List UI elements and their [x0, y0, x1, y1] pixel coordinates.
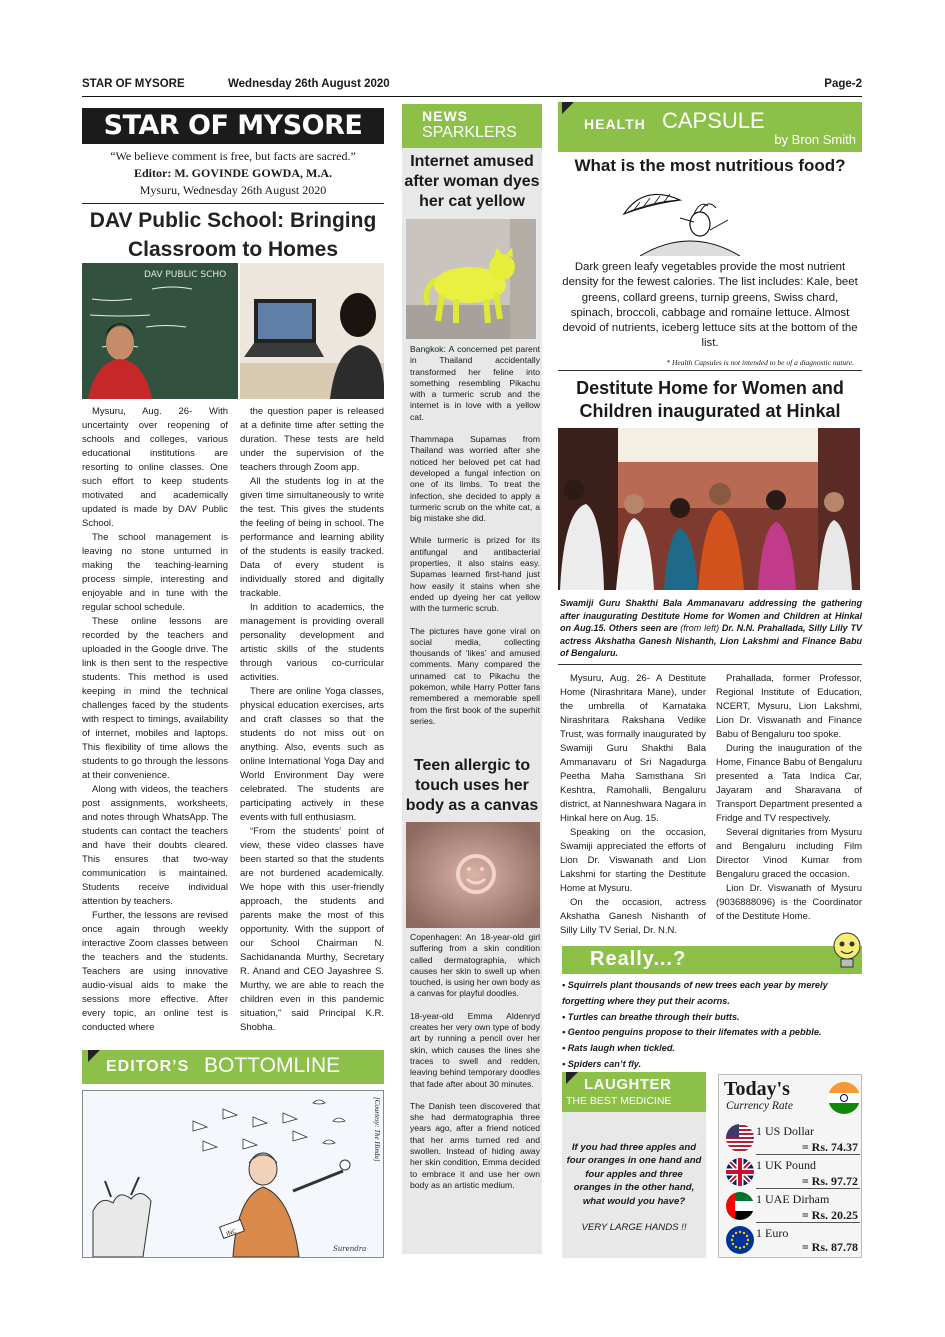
health-word2: CAPSULE: [662, 108, 765, 133]
health-answer: Dark green leafy vegetables provide the most nutrient density for the fewest calories. The list includes: Kale, beet greens, collard greens, turnip greens, Swiss chard, spinach, broccoli, cabbage and romaine lettuce. Almost devoid of nutrients, iceberg lettuce sits at the bottom of the list.: [562, 261, 858, 350]
paragraph: Thammapa Supamas from Thailand was worried after she noticed her beloved pet cat had developed a fungal infection on one of its limbs. To treat the infection, she decided to apply a turmeric scrub on the white cat, a big mistake she did.: [410, 434, 540, 524]
sparkler2-body: [410, 932, 540, 1202]
paragraph: Along with videos, the teachers post assignments, worksheets, and notes through WhatsApp. The students can contact the teachers and have their doubts cleared. This ensures that two-way communication is maintained. Students receive individual attention by teachers.: [82, 784, 228, 907]
paragraph: “From the students’ point of view, these video classes have been started so that the students are not burdened academically. We hope with this user-friendly approach, the students and parents make the most of this opportunity. With the support of our School Chairman N. Sachidananda Murthy, Secretary R. Anand and CEO Jayashree S. Murthy, we are able to reach the children even in this pandemic situation,” said Principal K.R. Shobha.: [240, 826, 384, 1033]
list-item-text: Gentoo penguins propose to their lifemates with a pebble.: [567, 1027, 822, 1038]
paragraph: During the inauguration of the Home, Finance Babu of Bengaluru presented a Tata Indica Car, Jayaram and Sharavana of Transport Department presented a Fridge and TV respectively.: [716, 743, 862, 824]
uae-flag-icon: [726, 1192, 754, 1220]
caption-text: Swamiji Guru Shakthi Bala Ammanavaru addressing the gathering after inaugurating Destitute Home for Women and Children at Hinkal on Aug.15. Others seen are: [560, 598, 862, 634]
paragraph: Lion Dr. Viswanath of Mysuru (9036888096) is the Coordinator of the Destitute Home.: [716, 883, 862, 922]
sparkler2-headline: Teen allergic to touch uses her body as a canvas: [405, 757, 539, 814]
paragraph: While turmeric is prized for its antifungal and antibacterial properties, it also stains easy. Supamas learned first-hand just how easily it stains when she ended up dyeing her cat yellow with the turmeric scrub.: [410, 535, 540, 614]
sparkler1-body: [410, 344, 540, 738]
chalkboard-text: DAV PUBLIC SCHO: [144, 270, 227, 280]
paragraph: Several dignitaries from Mysuru and Bengaluru including Film Director Vinod Kumar from Bengaluru graced the occasion.: [716, 827, 862, 880]
list-item: • Gentoo penguins propose to their lifemates with a pebble.: [562, 1027, 822, 1038]
section-rule: [558, 664, 862, 665]
lightbulb-icon: [830, 930, 864, 970]
lead-photo-student: [240, 263, 384, 399]
list-item-text: Turtles can breathe through their butts.: [567, 1011, 740, 1022]
health-banner: [558, 102, 862, 152]
paragraph: There are online Yoga classes, physical education exercises, arts and craft classes so that the students do not miss out on anything. Also, events such as online International Yoga Day and World Environment Day were celebrated. The students are participating actively in these events with full enthusiasm.: [240, 686, 384, 823]
health-illustration: [620, 184, 740, 256]
list-item: • Squirrels plant thousands of new trees each year by merely forgetting where they put their acorns.: [562, 980, 828, 1006]
sparklers-label-news: NEWS: [422, 108, 468, 124]
caption-text-rest: Dr. N.N. Prahallada, Silly Lilly TV actress Akshatha Ganesh Nishanth, Lion Lakshmi and Finance Babu of Bengaluru.: [560, 623, 862, 659]
header-rule: [82, 96, 862, 97]
laughter-title: LAUGHTER: [584, 1076, 672, 1093]
paragraph: Prahallada, former Professor, Regional Institute of Education, NCERT, Mysuru, Lion Lakshmi, Lion Dr. Viswanath and Finance Babu of Bengaluru too spoke.: [716, 673, 862, 740]
cartoon-courtesy: [Courtesy: The Hindu]: [373, 1097, 381, 1162]
really-banner: [562, 946, 862, 974]
paragraph: The Danish teen discovered that she had dermatographia three years ago, after a friend noticed that her arms turned red and swollen. Instead of hiding away her skin condition, Emma decided to embrace it and use her own body as an artistic medium.: [410, 1100, 540, 1190]
rate-underline: [756, 1154, 860, 1155]
really-title: Really...?: [590, 948, 687, 970]
laughter-subtitle: THE BEST MEDICINE: [566, 1095, 672, 1107]
currency-title: Today's: [724, 1078, 790, 1100]
paragraph: the question paper is released at a definite time after setting the duration. These tests are held under the supervision of the teachers through Zoom app.: [240, 406, 384, 473]
caption-from-left: (from left): [680, 623, 720, 634]
yellow-cat-photo: [406, 219, 536, 339]
masthead-motto: “We believe comment is free, but facts are sacred.”: [110, 149, 356, 163]
rate-value: = Rs. 20.25: [801, 1208, 858, 1222]
paragraph: The pictures have gone viral on social media, collecting thousands of ‘likes’ and amused comments. Many compared the unnamed cat to Pikachu the pokemon, while Harry Potter fans remembered a memorable spell from the first book of the superhit series.: [410, 625, 540, 726]
health-disclaimer: * Health Capsules is not intended to be of a diagnostic nature.: [666, 358, 854, 367]
skin-doodle-photo: [406, 822, 540, 928]
paragraph: Further, the lessons are revised once again through weekly interactive Zoom classes between the teachers and the students. Teachers are using innovative audio-visual aids to make the sessions more effective. After every topic, an online test is conducted where: [82, 910, 228, 1033]
list-item: • Turtles can breathe through their butts.: [562, 1011, 740, 1022]
paragraph: Speaking on the occasion, Swamiji appreciated the efforts of Lion Dr. Viswanath and Lion Lakshmi for starting the Destitute Home at Mysuru.: [560, 827, 706, 894]
paragraph: On the occasion, actress Akshatha Ganesh Nishanth of Silly Lilly TV Serial, Dr. N.N.: [560, 897, 706, 936]
list-item-text: Squirrels plant thousands of new trees each year by merely forgetting where they put their acorns.: [562, 980, 828, 1006]
rate-value: = Rs. 97.72: [801, 1174, 858, 1188]
destitute-column-2: [716, 672, 862, 924]
cartoon: [82, 1090, 384, 1258]
list-item: • Rats laugh when tickled.: [562, 1043, 675, 1054]
india-flag-icon: [828, 1082, 860, 1114]
list-item: • Spiders can’t fly.: [562, 1058, 642, 1069]
eu-flag-icon: [726, 1226, 754, 1254]
laughter-answer: VERY LARGE HANDS !!: [581, 1222, 687, 1233]
banner-corner-icon: [88, 1050, 100, 1062]
health-word1: HEALTH: [584, 116, 646, 132]
laughter-joke: If you had three apples and four oranges in one hand and four apples and three oranges in the other hand, what would you have?: [566, 1142, 702, 1207]
lead-column-2: [240, 405, 384, 1035]
sparkler1-headline: Internet amused after woman dyes her cat yellow: [404, 153, 540, 210]
rate-label: 1 Euro: [756, 1226, 789, 1240]
sparklers-banner: [402, 104, 542, 148]
us-flag-icon: [726, 1124, 754, 1152]
destitute-headline: Destitute Home for Women and Children inaugurated at Hinkal: [576, 378, 844, 421]
sparklers-label-sparklers: SPARKLERS: [422, 124, 517, 141]
paragraph: 18-year-old Emma Aldenryd creates her very own type of body art by running a pencil over her skin, which causes the lines she traces to swell and redden, leaving behind temporary doodles that fade after about 30 minutes.: [410, 1010, 540, 1089]
uk-flag-icon: [726, 1158, 754, 1186]
cartoon-signature: Surendra: [333, 1245, 367, 1253]
destitute-photo: [558, 428, 860, 590]
bottomline-word2: BOTTOMLINE: [204, 1054, 341, 1077]
paragraph: Copenhagen: An 18-year-old girl suffering from a skin condition called dermatographia, which causes her skin to swell up when touched, is using her own body as a canvas for playful doodles.: [410, 932, 540, 999]
health-byline: by Bron Smith: [774, 132, 856, 147]
masthead-title: STAR OF MYSORE: [82, 108, 384, 144]
paragraph: In addition to academics, the management is providing overall personality development and artistic skills of the students through various co-curricular activities.: [240, 602, 384, 683]
currency-subtitle: Currency Rate: [726, 1100, 793, 1112]
paragraph: These online lessons are recorded by the teachers and uploaded in the Google drive. The link is then sent to the respective students. This method is used keeping in mind the technical challenges faced by the students with respect to timings, availability of internet, mobiles and laptops. This flexibility of time allows the students to go through the lessons at their convenience.: [82, 616, 228, 781]
health-question: What is the most nutritious food?: [574, 156, 846, 175]
masthead-dateline: Mysuru, Wednesday 26th August 2020: [139, 183, 327, 197]
rate-underline: [756, 1222, 860, 1223]
bottomline-word1: EDITOR’S: [106, 1058, 190, 1075]
paragraph: Mysuru, Aug. 26- With uncertainty over reopening of schools and colleges, various educational institutions are resorting to online classes. One such effort to keep students motivated and academically updated is made by DAV Public School.: [82, 406, 228, 529]
paragraph: Mysuru, Aug. 26- A Destitute Home (Nirashritara Mane), under the umbrella of Karnataka Nirashritara Rakshana Vedike Trust, was formally inaugurated by Swamiji Guru Shakthi Bala Ammanavaru of Sri Nagadurga Peetha Maha Samsthana Sri Keshtra, Ramohalli, Bengaluru district, at Nanneshwara Nagara in Hinkal here on Aug. 15.: [560, 673, 706, 824]
lead-headline: DAV Public School: Bringing Classroom to Homes: [89, 209, 377, 261]
cartoon-label: INC: [225, 1227, 238, 1238]
destitute-column-1: [560, 672, 706, 938]
running-paper-name: STAR OF MYSORE: [82, 78, 185, 90]
rate-label: 1 US Dollar: [756, 1124, 814, 1138]
lead-column-1: [82, 405, 228, 1035]
banner-corner-icon: [562, 102, 574, 114]
rate-underline: [756, 1188, 860, 1189]
lead-photo-teacher: [82, 263, 238, 399]
currency-rates: [722, 1124, 862, 1254]
page-number: Page-2: [824, 78, 862, 90]
destitute-caption: [560, 597, 862, 660]
section-rule: [558, 370, 862, 371]
paragraph: All the students log in at the given time simultaneously to write the test. This gives the students the feeling of being in school. The performance and learning ability of the students is easily tracked. Data of every student is individually stored and digitally trackable.: [240, 476, 384, 599]
rate-value: = Rs. 87.78: [801, 1240, 858, 1254]
rate-value: = Rs. 74.37: [801, 1140, 858, 1154]
paragraph: Bangkok: A concerned pet parent in Thailand accidentally transformed her feline into something resembling Pikachu with a turmeric scrub and the internet is in love with a yellow cat.: [410, 344, 540, 422]
banner-corner-icon: [566, 1072, 578, 1084]
masthead-editor: Editor: M. GOVINDE GOWDA, M.A.: [134, 166, 332, 180]
list-item-text: Spiders can’t fly.: [567, 1058, 642, 1069]
paragraph: The school management is leaving no stone unturned in making the teaching-learning process simple, interesting and enjoyable and in tune with the regular school schedule.: [82, 532, 228, 613]
rate-label: 1 UAE Dirham: [756, 1192, 830, 1206]
really-list: [562, 978, 864, 1073]
bottomline-banner: [82, 1050, 384, 1084]
list-item-text: Rats laugh when tickled.: [567, 1043, 675, 1054]
rate-label: 1 UK Pound: [756, 1158, 817, 1172]
masthead-rule: [82, 203, 384, 204]
running-date: Wednesday 26th August 2020: [228, 78, 390, 90]
laughter-banner: [562, 1072, 706, 1112]
